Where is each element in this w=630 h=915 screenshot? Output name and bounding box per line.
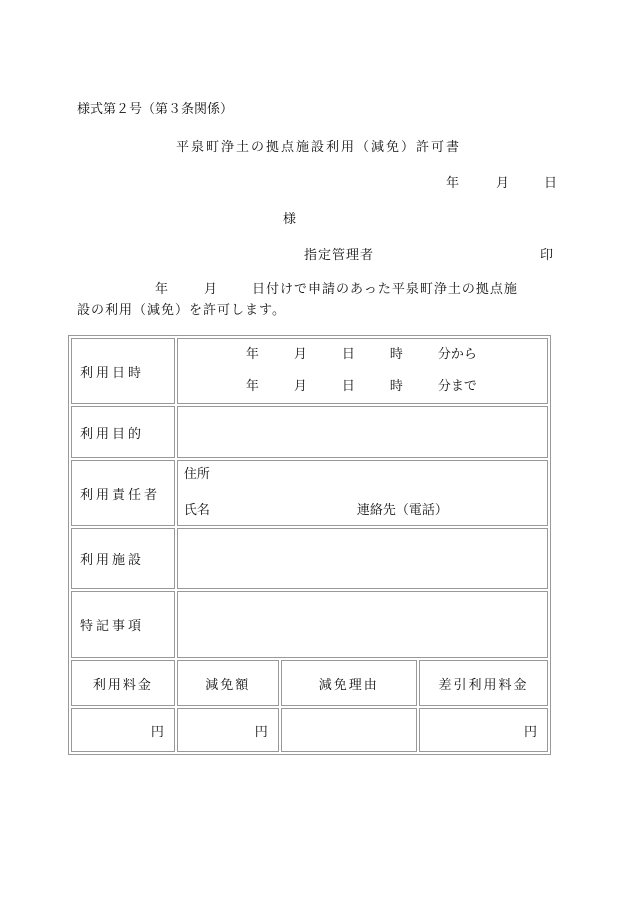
- fee-reduction-field[interactable]: 円: [177, 708, 279, 752]
- form-number: 様式第２号（第３条関係）: [77, 102, 234, 117]
- from-hour: 時: [389, 347, 403, 362]
- label-responsible: 利用責任者: [71, 460, 175, 526]
- issuer-label: 指定管理者: [304, 248, 375, 263]
- usage-datetime-field[interactable]: [177, 338, 548, 404]
- purpose-field[interactable]: [177, 406, 548, 458]
- from-month: 月: [293, 347, 307, 362]
- row-usage-datetime: [71, 338, 548, 404]
- body-year: 年: [155, 282, 170, 297]
- fee-header-reduction: 減免額: [177, 660, 279, 706]
- to-hour: 時: [389, 379, 403, 394]
- from-year: 年: [245, 347, 259, 362]
- row-purpose: [71, 406, 548, 458]
- from-minute: 分から: [437, 347, 477, 362]
- fee-header-net: 差引利用料金: [419, 660, 548, 706]
- name-label: 氏名: [183, 503, 210, 518]
- body-line-2: 設の利用（減免）を許可します。: [77, 303, 286, 318]
- issue-date: [446, 172, 557, 191]
- body-rest: 日付けで申請のあった平泉町浄土の拠点施: [252, 282, 518, 297]
- to-year: 年: [245, 379, 259, 394]
- row-responsible: [71, 460, 548, 526]
- fee-header-reason: 減免理由: [281, 660, 417, 706]
- row-notes: [71, 591, 548, 658]
- row-facility: [71, 528, 548, 589]
- addressee: 様: [283, 212, 297, 227]
- fee-usage-field[interactable]: 円: [71, 708, 175, 752]
- label-facility: 利用施設: [71, 528, 175, 589]
- facility-field[interactable]: [177, 528, 548, 589]
- fee-reason-field[interactable]: [281, 708, 417, 752]
- to-minute: 分まで: [437, 379, 477, 394]
- date-month: 月: [496, 176, 510, 191]
- fee-header-usage: 利用料金: [71, 660, 175, 706]
- document-title: 平泉町浄土の拠点施設利用（減免）許可書: [176, 140, 462, 155]
- name-line: [178, 500, 547, 522]
- label-notes: 特記事項: [71, 591, 175, 658]
- datetime-from: [178, 345, 547, 365]
- to-day: 日: [341, 379, 355, 394]
- contact-label: 連絡先（電話）: [356, 503, 448, 518]
- date-year: 年: [446, 176, 460, 191]
- address-label: 住所: [183, 467, 210, 482]
- row-fee-headers: [71, 660, 548, 706]
- label-usage-datetime: 利用日時: [71, 338, 175, 404]
- from-day: 日: [341, 347, 355, 362]
- row-fee-values: [71, 708, 548, 752]
- date-day: 日: [544, 176, 558, 191]
- to-month: 月: [293, 379, 307, 394]
- body-line-1: [77, 279, 555, 300]
- responsible-field[interactable]: [177, 460, 548, 526]
- body-text: [77, 279, 555, 321]
- fee-net-field[interactable]: 円: [419, 708, 548, 752]
- label-purpose: 利用目的: [71, 406, 175, 458]
- datetime-to: [178, 377, 547, 397]
- notes-field[interactable]: [177, 591, 548, 658]
- body-month: 月: [204, 282, 219, 297]
- permit-table: [68, 335, 551, 755]
- seal-mark: 印: [540, 248, 554, 263]
